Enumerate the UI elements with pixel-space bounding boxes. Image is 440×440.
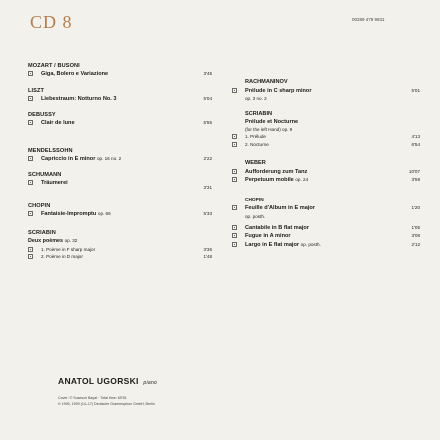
track-row (232, 133, 420, 141)
track-duration: 2'22 (203, 155, 212, 161)
track-duration: 3'59 (411, 177, 420, 182)
track-number-icon (232, 142, 237, 147)
section-weber (232, 160, 420, 185)
track-row (232, 232, 420, 241)
track-row (28, 119, 212, 128)
track-duration: 5'01 (411, 87, 420, 93)
section-schumann (28, 172, 212, 193)
track-number-icon (28, 71, 33, 76)
movement-title: 1. Prélude (245, 134, 266, 139)
work-opus: op. posth. (245, 213, 266, 219)
track-duration: 3'36 (203, 246, 212, 252)
composer-name: SCRIABIN (28, 230, 56, 236)
work-opus: op. posth. (300, 241, 321, 247)
work-title-group (28, 237, 212, 246)
work-opus: op. 32 (64, 238, 78, 243)
work-title: Fugue in A minor (245, 233, 291, 239)
work-title: Cantabile in B flat major (245, 224, 310, 231)
work-title: Liebestraum: Notturno No. 3 (41, 95, 117, 102)
composer-name: SCRIABIN (245, 111, 273, 117)
section-chopin (28, 203, 212, 219)
work-title: Giga, Bolero e Variazione (41, 71, 109, 77)
work-title: Deux poèmes (28, 238, 64, 244)
track-number-icon (28, 96, 33, 101)
track-number-icon (28, 156, 33, 161)
work-title: Largo in E flat major (245, 241, 300, 248)
tracklist-left (28, 63, 212, 261)
work-title: Feuille d'Album in E major (245, 205, 316, 211)
work-title-group (41, 210, 192, 219)
track-row (232, 241, 420, 250)
work-title: Prélude in C sharp minor (245, 87, 312, 94)
section-scriabin-poemes (28, 230, 212, 261)
section-chopin-right (232, 197, 420, 250)
work-title: Aufforderung zum Tanz (245, 168, 308, 175)
track-duration: 1'48 (203, 254, 212, 259)
tracklist-right (232, 79, 420, 249)
credits (58, 396, 155, 407)
movement-title: 1. Poème in F sharp major (41, 246, 96, 252)
movement-title: 2. Nocturne (245, 141, 269, 147)
credits-line: Cover: © Susesch Bayat · Total time: 69'35 (58, 396, 127, 400)
work-title: Capriccio in E minor (41, 155, 96, 162)
performer-instrument: piano (143, 380, 158, 386)
section-rachmaninov (232, 79, 420, 102)
track-row (28, 70, 212, 79)
composer-name: MENDELSSOHN (28, 147, 73, 154)
track-number-icon (28, 247, 33, 252)
track-duration: 2'12 (411, 241, 420, 247)
composer-name: CHOPIN (28, 202, 51, 209)
composer-name: RACHMANINOV (245, 79, 288, 85)
credits-line: ℗ 1995, 1999 (14–17) Deutsche Grammophon GmbH, Berlin (58, 401, 155, 406)
track-number-icon (28, 211, 33, 216)
disc-title: CD 8 (30, 12, 73, 32)
work-title: Perpetuum mobile (245, 177, 294, 183)
track-row (232, 141, 420, 149)
track-row (28, 95, 212, 104)
work-title: Träumerei (41, 180, 68, 186)
track-row (232, 204, 420, 213)
track-number-icon (232, 88, 237, 93)
track-row (28, 179, 212, 193)
work-opus: (for the left Hand) op. 9 (245, 127, 293, 132)
performer-name: ANATOL UGORSKI (58, 376, 139, 386)
track-number-icon (28, 254, 33, 259)
track-number-icon (232, 242, 237, 247)
track-duration: 5'55 (203, 120, 212, 125)
track-duration: 6'54 (411, 141, 420, 147)
track-duration: 1'20 (411, 205, 420, 210)
composer-name: DEBUSSY (28, 112, 56, 118)
track-duration: 3'45 (203, 71, 212, 76)
work-title: Clair de lune (41, 120, 75, 126)
composer-name: WEBER (245, 160, 266, 166)
track-row (28, 155, 212, 164)
track-row (28, 253, 212, 261)
section-mozart-busoni (28, 63, 212, 79)
work-opus: op. 24 (295, 177, 309, 182)
performer (58, 376, 157, 386)
track-number-icon (232, 169, 237, 174)
composer-name: CHOPIN (245, 197, 264, 203)
work-title-group (41, 155, 192, 164)
section-debussy (28, 112, 212, 128)
track-row (28, 210, 212, 219)
track-number-icon (232, 205, 237, 210)
track-duration: 5'04 (203, 95, 212, 101)
work-title: Prélude et Nocturne (245, 118, 299, 125)
track-row (28, 246, 212, 254)
work-heading (28, 237, 212, 246)
track-number-icon (232, 233, 237, 238)
composer-name: MOZART / BUSONI (28, 63, 80, 69)
movement-title: 2. Poème in D major (41, 254, 83, 259)
work-title: Fantaisie-Impromptu (41, 210, 97, 217)
section-mendelssohn (28, 148, 212, 164)
track-duration: 5'33 (203, 210, 212, 216)
composer-name: SCHUMANN (28, 172, 62, 178)
track-duration: 4'13 (411, 134, 420, 139)
track-duration: 1'05 (411, 224, 420, 230)
section-liszt (28, 88, 212, 104)
track-row (232, 87, 420, 96)
track-duration: 10'07 (408, 168, 420, 174)
track-number-icon (232, 134, 237, 139)
section-scriabin-prelude-nocturne (232, 111, 420, 148)
track-duration: 3'08 (411, 233, 420, 238)
work-opus: op. 3 no. 2 (245, 96, 267, 101)
work-title-group (245, 176, 400, 185)
work-title-group (245, 241, 400, 250)
track-row (232, 224, 420, 233)
track-number-icon (28, 180, 33, 185)
catalog-number: 00289 479 9931 (352, 17, 385, 22)
track-row (232, 168, 420, 177)
track-duration: 3'31 (203, 185, 212, 190)
track-number-icon (232, 225, 237, 230)
composer-name: LISZT (28, 87, 45, 94)
track-number-icon (28, 120, 33, 125)
track-row (232, 176, 420, 185)
work-opus: op. 66 (97, 210, 111, 216)
track-number-icon (232, 177, 237, 182)
work-opus: op. 16 no. 2 (96, 155, 122, 161)
